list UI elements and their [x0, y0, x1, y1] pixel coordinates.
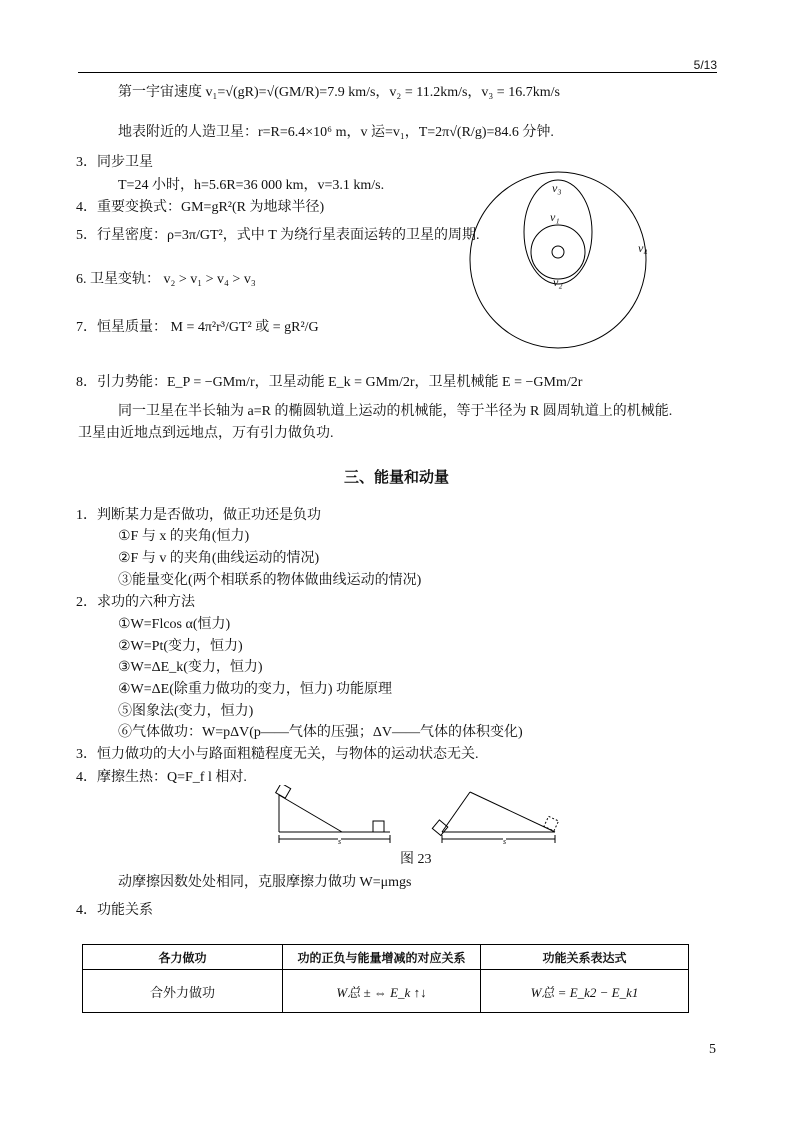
table-cell: 合外力做功 — [83, 970, 283, 1013]
s5-title: 4．功能关系 — [76, 903, 153, 918]
line-potential-energy: 8．引力势能：E_P = −GMm/r，卫星动能 E_k = GMm/2r，卫星机械能 E = −GMm/2r — [76, 375, 583, 390]
s2-item: ①W=Flcos α(恒力) — [118, 617, 231, 632]
line-star-mass: 7．恒星质量： M = 4π²r³/GT² 或 = gR²/G — [76, 320, 319, 335]
s1-item: ①F 与 x 的夹角(恒力) — [118, 529, 250, 544]
label-v2: v₂ — [553, 275, 563, 289]
line-ellipse-energy: 同一卫星在半长轴为 a=R 的椭圆轨道上运动的机械能，等于半径为 R 圆周轨道上的机械能. — [118, 404, 673, 419]
line-sync-satellite: 3．同步卫星 — [76, 155, 153, 170]
s1-item: ②F 与 v 的夹角(曲线运动的情况) — [118, 551, 320, 566]
line-transform: 4．重要变换式：GM=gR²(R 为地球半径) — [76, 200, 325, 215]
table-header: 功能关系表达式 — [481, 945, 689, 970]
line-sync-params: T=24 小时，h=5.6R=36 000 km，v=3.1 km/s. — [118, 178, 385, 193]
s1-title: 1．判断某力是否做功，做正功还是负功 — [76, 508, 321, 523]
s1-item: ③能量变化(两个相联系的物体做曲线运动的情况) — [118, 573, 422, 588]
label-v3: v₃ — [552, 181, 562, 195]
line-density: 5．行星密度：ρ=3π/GT²，式中 T 为绕行星表面运转的卫星的周期. — [76, 228, 480, 243]
table-cell: W总 ± ⇔ E_k ↑↓ — [283, 970, 481, 1013]
s-label-left: s — [338, 833, 341, 851]
s2-item: ②W=Pt(变力，恒力) — [118, 639, 243, 654]
table-cell: W总 = E_k2 − E_k1 — [481, 970, 689, 1013]
s-label-right: s — [503, 833, 506, 851]
s2-item: ③W=ΔE_k(变力，恒力) — [118, 660, 263, 675]
s2-item: ⑤图象法(变力，恒力) — [118, 704, 254, 719]
line-first-cosmic-velocity: 第一宇宙速度 v₁=√(gR)=√(GM/R)=7.9 km/s，v₂ = 11.2km/s，v₃ = 16.7km/s — [118, 85, 560, 100]
incline-figure — [270, 785, 600, 845]
orbit-diagram — [460, 170, 660, 370]
line-orbit-change: 6. 卫星变轨： v₂ > v₁ > v₄ > v₃ — [76, 272, 256, 287]
s3-line: 3．恒力做功的大小与路面粗糙程度无关，与物体的运动状态无关. — [76, 747, 479, 762]
page-fraction: 5/13 — [693, 58, 717, 72]
figure-caption: 图 23 — [400, 852, 432, 867]
table-header: 各力做功 — [83, 945, 283, 970]
s4-line: 4．摩擦生热：Q=F_f l 相对. — [76, 770, 247, 785]
page-number: 5 — [709, 1042, 716, 1057]
s2-item: ⑥气体做功：W=pΔV(p——气体的压强；ΔV——气体的体积变化) — [118, 725, 523, 740]
label-v4: v₄ — [638, 241, 648, 255]
label-v1: v₁ — [550, 210, 560, 224]
friction-work-line: 动摩擦因数处处相同，克服摩擦力做功 W=μmgs — [118, 875, 412, 890]
section-title: 三、能量和动量 — [343, 470, 449, 486]
s2-title: 2．求功的六种方法 — [76, 595, 195, 610]
line-negative-work: 卫星由近地点到远地点，万有引力做负功. — [78, 426, 334, 441]
s2-item: ④W=ΔE(除重力做功的变力，恒力) 功能原理 — [118, 682, 393, 697]
work-energy-table — [82, 944, 689, 1013]
table-row — [83, 970, 689, 1013]
header-rule — [78, 72, 717, 73]
table-header: 功的正负与能量增减的对应关系 — [283, 945, 481, 970]
line-near-earth-satellite: 地表附近的人造卫星：r=R=6.4×10⁶ m，v 运=v₁，T=2π√(R/g)=84.6 分钟. — [118, 125, 554, 140]
